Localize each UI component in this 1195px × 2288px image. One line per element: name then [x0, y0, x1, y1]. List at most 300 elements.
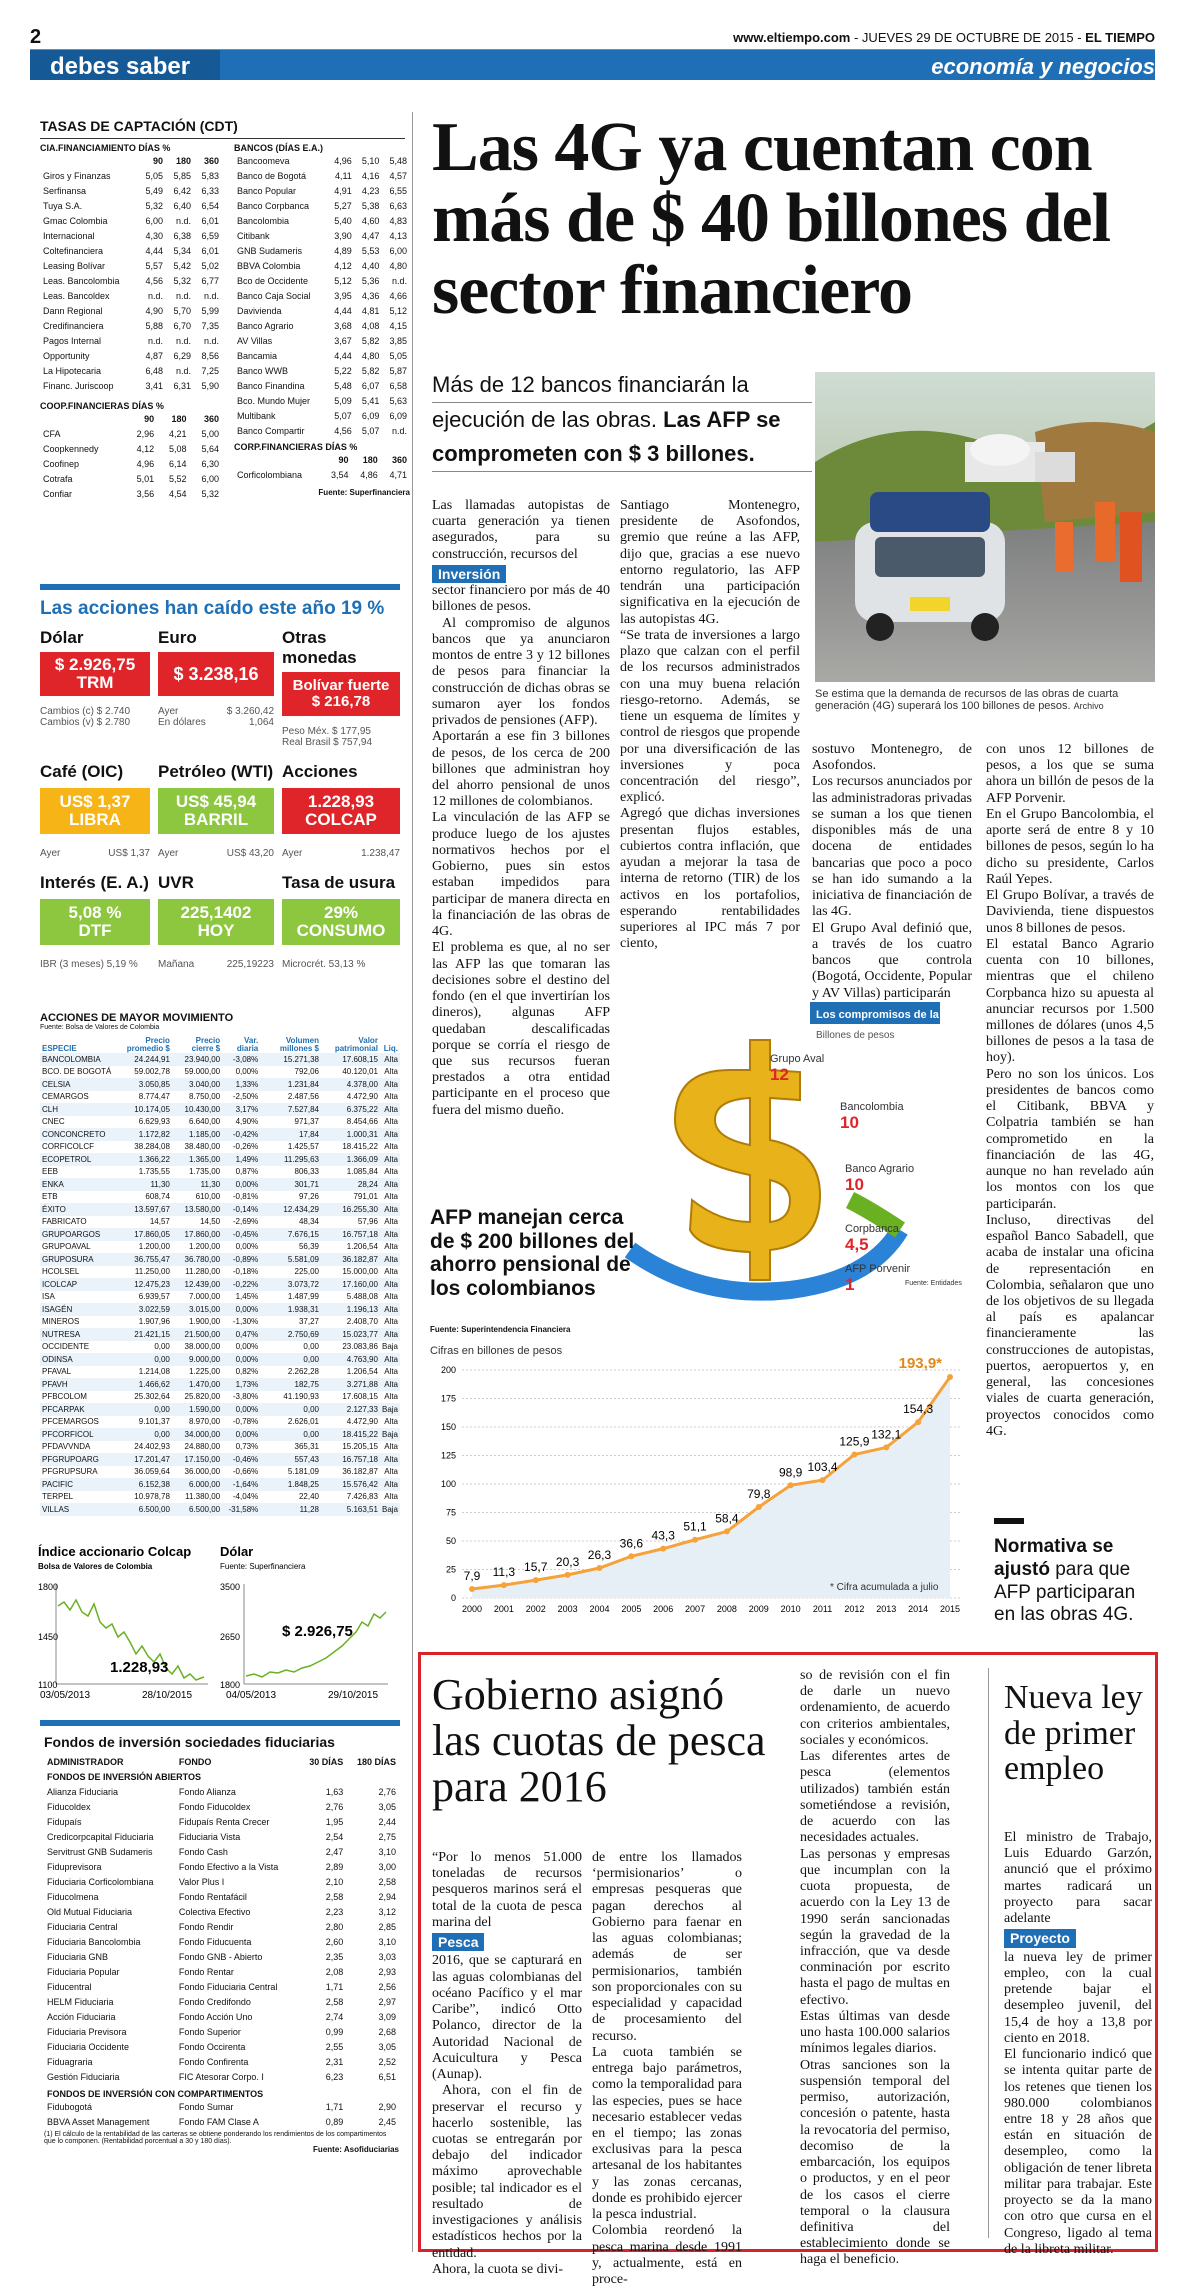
table-cell: VILLAS [40, 1503, 113, 1516]
table-cell: 6.500,00 [172, 1503, 222, 1516]
table-cell: 1.000,31 [321, 1128, 380, 1141]
table-cell: 792,06 [294, 1067, 319, 1077]
y-tick-label: 50 [445, 1536, 456, 1546]
table-cell: -0,89% [222, 1253, 260, 1266]
table-cell: 1.214,08 [138, 1367, 170, 1377]
table-cell: -0,45% [222, 1228, 260, 1241]
empleo-kicker[interactable]: Proyecto [1004, 1929, 1076, 1947]
table-cell: n.d. [148, 335, 164, 346]
table-cell: 610,00 [195, 1192, 221, 1202]
cia-section [40, 139, 222, 501]
col-header: 90 [338, 454, 349, 465]
table-cell: ISAGÉN [40, 1303, 113, 1316]
table-cell: 10.174,05 [113, 1103, 172, 1116]
table-row [44, 1844, 399, 1859]
table-cell: AV Villas [237, 335, 273, 346]
table-cell: 5,87 [389, 365, 407, 376]
table-row [40, 288, 222, 303]
table-row [44, 1904, 399, 1919]
table-cell: 17.608,15 [342, 1392, 378, 1402]
table-cell: -2,50% [232, 1092, 259, 1102]
table-row [44, 1784, 399, 1799]
table-cell: -0,18% [232, 1267, 259, 1277]
col-header: Precio cierre $ [191, 1036, 221, 1053]
table-cell: 6,38 [173, 230, 192, 241]
coop-header: COOP.FINANCIERAS DÍAS % [40, 401, 164, 411]
interes-note: IBR (3 meses) 5,19 % [40, 959, 138, 970]
table-cell: PFGRUPOARG [40, 1453, 113, 1466]
table-cell: Alta [384, 1242, 398, 1252]
table-cell: Alta [384, 1167, 398, 1177]
table-cell: 5,07 [361, 425, 380, 436]
table-cell: 23.940,00 [172, 1053, 222, 1066]
table-cell: 3.271,88 [321, 1378, 380, 1391]
data-point [851, 1451, 857, 1457]
table-cell: 4,80 [389, 260, 407, 271]
table-cell: 4,44 [334, 305, 352, 316]
data-label: 193,9* [898, 1354, 942, 1372]
colcap-chart-title: Índice accionario Colcap [38, 1544, 192, 1559]
table-cell: Fondo GNB - Abierto [178, 1951, 263, 1962]
table-cell: 48,34 [298, 1217, 319, 1227]
table-cell: Alta [384, 1392, 398, 1402]
table-cell: -0,14% [222, 1203, 260, 1216]
table-cell: 4,56 [145, 275, 164, 286]
table-cell: 0,00 [113, 1353, 172, 1366]
corp-table [234, 452, 410, 482]
cia-table [40, 153, 222, 393]
table-cell: Financ. Juriscoop [43, 380, 114, 391]
table-row [40, 1216, 400, 1229]
sidebar-text: para que AFP participaran en las obras 4G. [994, 1558, 1136, 1626]
table-row [44, 1979, 399, 1994]
otras-label: Otras monedas [282, 628, 357, 667]
table-cell: Alta [384, 1267, 398, 1277]
table-cell: 5,90 [201, 380, 219, 391]
table-cell: Fondo Rendir [178, 1921, 234, 1932]
table-cell: 1.196,13 [321, 1303, 380, 1316]
table-cell: Leasing Bolívar [43, 260, 106, 271]
movimiento-table [40, 1031, 400, 1516]
table-cell: 1.735,00 [188, 1167, 221, 1177]
table-cell: 5,05 [389, 350, 407, 361]
banks-source: Fuente: Entidades [905, 1280, 962, 1287]
table-cell: 182,75 [260, 1378, 321, 1391]
colcap-label: Acciones [282, 762, 358, 781]
table-cell: 9.101,37 [138, 1417, 170, 1427]
dolar-note1: Cambios (c) $ 2.740 [40, 706, 131, 717]
table-cell: 6,23 [325, 2071, 344, 2082]
masthead-paper: EL TIEMPO [1085, 30, 1155, 45]
interes-label: Interés (E. A.) [40, 873, 149, 892]
table-row [40, 1116, 400, 1129]
table-cell: 24.880,00 [184, 1442, 221, 1452]
table-row [40, 1241, 400, 1254]
dolar-box [40, 652, 150, 696]
table-row [40, 1191, 400, 1204]
table-cell: Fondo Acción Uno [178, 2011, 253, 2022]
fondos-block [44, 1734, 399, 2154]
table-cell: 8.774,47 [138, 1092, 170, 1102]
table-row [44, 2069, 399, 2084]
table-cell: 17.860,05 [113, 1228, 172, 1241]
table-cell: 4,60 [361, 215, 380, 226]
table-cell: 7,25 [201, 365, 219, 376]
table-cell: Fondo FAM Clase A [178, 2116, 259, 2127]
table-cell: OCCIDENTE [42, 1342, 90, 1352]
table-cell: Fiduprevisora [47, 1861, 102, 1872]
table-cell: 12.439,00 [172, 1278, 222, 1291]
pesca-headline: Gobierno asignó las cuotas de pesca para 2016 [432, 1670, 766, 1812]
table-cell: 22,40 [298, 1492, 319, 1502]
otras-value2: $ 216,78 [311, 693, 371, 710]
table-cell: n.d. [176, 290, 192, 301]
inversion-kicker[interactable]: Inversión [432, 565, 506, 583]
empleo-lead: El ministro de Trabajo, Luis Eduardo Garzón, anunció que el próximo martes radicará un proyecto para sacar adelante [1004, 1830, 1152, 1927]
table-cell: 4.763,90 [321, 1353, 380, 1366]
petroleo-note-value: US$ 43,20 [226, 848, 274, 859]
data-label: 43,3 [651, 1528, 675, 1543]
usura-note: Microcrét. 53,13 % [282, 959, 366, 970]
x-tick-label: 2000 [461, 1604, 483, 1614]
table-cell: 5,27 [334, 200, 352, 211]
main-headline: Las 4G ya cuentan con más de $ 40 billones del sector financiero [432, 109, 1111, 329]
table-cell: 5.181,09 [287, 1467, 319, 1477]
section-right-label[interactable]: economía y negocios [931, 54, 1155, 79]
dolar-series [246, 1612, 386, 1677]
table-cell: 59.002,78 [134, 1067, 170, 1077]
table-cell: 3,03 [378, 1951, 396, 1962]
table-cell: 5,99 [201, 305, 219, 316]
table-cell: 16.255,30 [321, 1203, 380, 1216]
table-cell: HCOLSEL [42, 1267, 80, 1277]
table-cell: 2,10 [325, 1876, 344, 1887]
dolar-chart-title: Dólar [220, 1544, 254, 1559]
table-cell: 1.206,54 [346, 1367, 378, 1377]
y-tick-label: 25 [445, 1564, 456, 1575]
usura-box [282, 899, 400, 945]
masthead-url[interactable]: www.eltiempo.com [733, 30, 851, 45]
table-cell: 1.200,00 [188, 1242, 221, 1252]
sidebar-note [994, 1536, 1154, 1627]
table-cell: Leas. Bancolombia [43, 275, 120, 286]
col-header: 180 [362, 454, 378, 465]
table-cell: Corficolombiana [237, 469, 303, 480]
cafe-indicator [40, 762, 150, 859]
y-tick-label: 175 [440, 1393, 456, 1404]
otras-indicator [282, 628, 400, 748]
col-header: ADMINISTRADOR [47, 1756, 124, 1767]
y-tick-label: 0 [450, 1593, 456, 1603]
table-cell: 6,54 [201, 200, 219, 211]
table-cell: Colectiva Efectivo [178, 1906, 251, 1917]
table-cell: 2.262,28 [287, 1367, 319, 1377]
group-label: FONDOS DE INVERSIÓN ABIERTOS [47, 1771, 202, 1782]
table-cell: HELM Fiduciaria [47, 1996, 114, 2007]
section-left-label[interactable]: debes saber [50, 53, 191, 80]
afp-x-ticks [462, 1604, 960, 1614]
table-cell: 5,83 [201, 170, 219, 181]
table-cell: 2,76 [325, 1801, 344, 1812]
col1-lead: Las llamadas autopistas de cuarta generación ya tienen asegurados, para su construcción, recursos del [432, 498, 610, 562]
cafe-value: US$ 1,37 [59, 792, 131, 812]
table-cell: 6,07 [361, 380, 380, 391]
table-cell: 0,87% [235, 1167, 259, 1177]
table-cell: 97,26 [298, 1192, 319, 1202]
table-cell: Fondo Confirenta [178, 2056, 249, 2067]
table-row [234, 423, 410, 438]
table-cell: 2,08 [325, 1966, 344, 1977]
sidebar-bold: Normativa se ajustó [994, 1536, 1114, 1580]
table-cell: Opportunity [43, 350, 90, 361]
table-cell: Alta [384, 1492, 398, 1502]
dolar-last-value: $ 2.926,75 [282, 1623, 353, 1640]
table-cell: Fiduciaria Occidente [47, 2041, 130, 2052]
usura-label: Tasa de usura [282, 873, 396, 892]
blue-separator-2 [40, 1720, 400, 1726]
x-tick-label: 2011 [812, 1604, 833, 1614]
table-cell: 6,55 [389, 185, 407, 196]
table-cell: 1.365,00 [172, 1153, 222, 1166]
colcap-note-value: 1.238,47 [361, 848, 400, 859]
pesca-kicker[interactable]: Pesca [432, 1933, 484, 1951]
x-tick-label: 2005 [621, 1604, 642, 1614]
group-label: FONDOS DE INVERSIÓN CON COMPARTIMENTOS [47, 2088, 264, 2099]
table-cell: 15.271,38 [260, 1053, 321, 1066]
euro-note2: En dólares [158, 717, 206, 728]
table-row [40, 1178, 400, 1191]
table-cell: PFAVH [40, 1378, 113, 1391]
table-cell: Servitrust GNB Sudameris [47, 1846, 153, 1857]
table-row [234, 303, 410, 318]
table-cell: 1.900,00 [188, 1317, 221, 1327]
uvr-note-value: 225,19223 [226, 959, 274, 970]
col-header: 360 [391, 454, 407, 465]
table-cell: 17.201,47 [113, 1453, 172, 1466]
table-cell: 4,15 [389, 320, 407, 331]
table-cell: 15.000,00 [342, 1267, 378, 1277]
table-cell: 5,52 [169, 473, 187, 484]
table-cell: Cotrafa [43, 473, 73, 484]
table-row [234, 288, 410, 303]
table-cell: 2.127,33 [321, 1403, 380, 1416]
table-cell: Fiduciaria Previsora [47, 2026, 127, 2037]
table-cell: 16.757,18 [321, 1228, 380, 1241]
table-cell: 13.580,00 [172, 1203, 222, 1216]
table-cell: 3,56 [136, 488, 155, 499]
table-cell: 5,32 [201, 488, 219, 499]
table-cell: Alta [384, 1092, 398, 1102]
table-cell: 4,12 [334, 260, 352, 271]
table-row [40, 1053, 400, 1066]
table-cell: 0,00% [235, 1342, 259, 1352]
table-row [40, 303, 222, 318]
table-cell: -0,66% [232, 1467, 259, 1477]
table-cell: Multibank [237, 410, 276, 421]
deck-line-2 [432, 403, 812, 472]
table-cell: 4,36 [361, 290, 380, 301]
table-cell: 3,10 [378, 1936, 396, 1947]
table-cell: -2,69% [232, 1217, 259, 1227]
table-row [40, 1391, 400, 1404]
table-row [40, 1291, 400, 1304]
table-cell: 5,08 [169, 443, 187, 454]
table-row [234, 153, 410, 168]
table-cell: 4,47 [361, 230, 380, 241]
col-header: 90 [153, 155, 164, 166]
table-cell: 4,08 [361, 320, 380, 331]
euro-value: $ 3.238,16 [173, 663, 259, 684]
table-cell: 6.629,93 [138, 1117, 170, 1127]
table-cell: Fiducentral [47, 1981, 92, 1992]
bank-name: Bancolombia [840, 1101, 904, 1113]
table-cell: 4,44 [145, 245, 164, 256]
euro-indicator [158, 628, 274, 748]
table-cell: n.d. [391, 425, 407, 436]
table-cell: 4,23 [361, 185, 380, 196]
pesca-col-1 [432, 1850, 582, 2278]
table-cell: 7.527,84 [260, 1103, 321, 1116]
table-cell: 2.626,01 [287, 1417, 319, 1427]
table-cell: 15.576,42 [321, 1478, 380, 1491]
table-cell: 2,74 [325, 2011, 344, 2022]
table-row [44, 1889, 399, 1904]
bank-amount: 10 [840, 1113, 859, 1132]
colcap-box [282, 788, 400, 834]
table-cell: 1,63 [325, 1786, 344, 1797]
table-row [40, 1091, 400, 1104]
table-cell: Fondo Occirenta [178, 2041, 246, 2052]
table-row [40, 1378, 400, 1391]
col-header: 180 [175, 155, 192, 166]
table-cell: 0,00 [154, 1342, 170, 1352]
bank-name: Banco Agrario [845, 1163, 915, 1175]
table-row [40, 1228, 400, 1241]
table-row [40, 1428, 400, 1441]
table-cell: Citibank [237, 230, 270, 241]
table-cell: 5,70 [173, 305, 192, 316]
table-cell: 5,48 [334, 380, 352, 391]
data-point [565, 1572, 571, 1578]
table-cell: 28,24 [321, 1178, 380, 1191]
x-tick-label: 2012 [844, 1604, 865, 1614]
table-cell: 8.750,00 [188, 1092, 221, 1102]
table-cell: 5,49 [145, 185, 164, 196]
table-cell: 4,80 [361, 350, 380, 361]
table-cell: GRUPOSURA [40, 1253, 113, 1266]
table-cell: 3,67 [334, 335, 352, 346]
masthead-date: - JUEVES 29 DE OCTUBRE DE 2015 - [850, 30, 1086, 45]
table-cell: 2,90 [378, 2101, 396, 2112]
table-cell: 1.366,22 [113, 1153, 172, 1166]
table-cell: 18.415,22 [321, 1428, 380, 1441]
col-header: Volumen millones $ [279, 1036, 319, 1053]
table-cell: Credicorpcapital Fiduciaria [47, 1831, 154, 1842]
table-cell: 6.640,00 [188, 1117, 221, 1127]
table-cell: FIC Atesorar Corpo. I [178, 2071, 264, 2082]
table-cell: 34.000,00 [172, 1428, 222, 1441]
table-cell: Fiduciaria Corficolombiana [47, 1876, 154, 1887]
table-cell: Banco de Bogotá [237, 170, 307, 181]
table-row [40, 1103, 400, 1116]
data-label: 98,9 [778, 1465, 803, 1480]
colcap-value: 1.228,93 [307, 792, 375, 812]
table-cell: GNB Sudameris [237, 245, 303, 256]
cafe-label: Café (OIC) [40, 762, 124, 781]
cafe-note-value: US$ 1,37 [108, 848, 150, 859]
table-cell: 24.402,93 [134, 1442, 170, 1452]
table-cell: 18.415,22 [342, 1142, 378, 1152]
pesca-lead: “Por lo menos 51.000 toneladas de recursos pesqueros marinos será el total de la cuota de pesca marina del [432, 1850, 582, 1930]
table-cell: 11,30 [172, 1178, 222, 1191]
page-number: 2 [30, 26, 42, 48]
table-cell: 6,01 [201, 215, 219, 226]
table-cell: 11.250,00 [134, 1267, 170, 1277]
table-cell: 1.085,84 [346, 1167, 378, 1177]
table-cell: 3,68 [334, 320, 352, 331]
table-row [40, 1503, 400, 1516]
banks-infographic [620, 1000, 980, 1294]
table-cell: 6,51 [378, 2071, 396, 2082]
table-cell: 6,40 [173, 200, 192, 211]
table-row [234, 183, 410, 198]
data-point [469, 1586, 475, 1592]
tasas-block [40, 118, 410, 501]
table-row [44, 2114, 399, 2129]
table-cell: 4,66 [389, 290, 407, 301]
table-cell: 0,00% [235, 1067, 259, 1077]
table-cell: 806,33 [294, 1167, 319, 1177]
table-cell: 38.284,08 [134, 1142, 170, 1152]
table-cell: CONCONCRETO [40, 1128, 113, 1141]
table-cell: 15.205,15 [342, 1442, 378, 1452]
table-header [40, 411, 222, 426]
table-cell: CNEC [42, 1117, 65, 1127]
uvr-note: Mañana [158, 959, 195, 970]
table-cell: 4.472,90 [346, 1092, 378, 1102]
table-cell: 5.488,08 [346, 1292, 378, 1302]
table-cell: 6,00 [389, 245, 407, 256]
dolar-ytick-top: 3500 [220, 1582, 241, 1592]
table-cell: 1,73% [222, 1378, 260, 1391]
cafe-unit: LIBRA [69, 810, 121, 829]
table-cell: 21.500,00 [172, 1328, 222, 1341]
table-cell: 2,75 [378, 1831, 396, 1842]
table-cell: Alta [384, 1317, 398, 1327]
table-cell: Alta [380, 1203, 400, 1216]
table-cell: 0,00% [222, 1178, 260, 1191]
table-header [234, 452, 410, 467]
col-header: FONDO [178, 1756, 212, 1767]
table-cell: Banco Agrario [237, 320, 294, 331]
table-cell: 6,48 [145, 365, 164, 376]
table-cell: 6.000,00 [172, 1478, 222, 1491]
deck-line-1: Más de 12 bancos financiarán la [432, 368, 812, 403]
table-row [40, 1166, 400, 1179]
table-cell: n.d. [176, 215, 192, 226]
table-row [40, 1266, 400, 1279]
table-cell: 4,83 [389, 215, 407, 226]
data-point [660, 1546, 666, 1552]
table-row [40, 1128, 400, 1141]
table-cell: BBVA Asset Management [47, 2116, 150, 2127]
table-cell: 4,81 [361, 305, 380, 316]
table-cell: 0,00 [260, 1353, 321, 1366]
table-row [40, 1441, 400, 1454]
table-cell: Fondo Fiducoldex [178, 1801, 251, 1812]
table-cell: n.d. [148, 290, 164, 301]
table-cell: 6,33 [201, 185, 219, 196]
